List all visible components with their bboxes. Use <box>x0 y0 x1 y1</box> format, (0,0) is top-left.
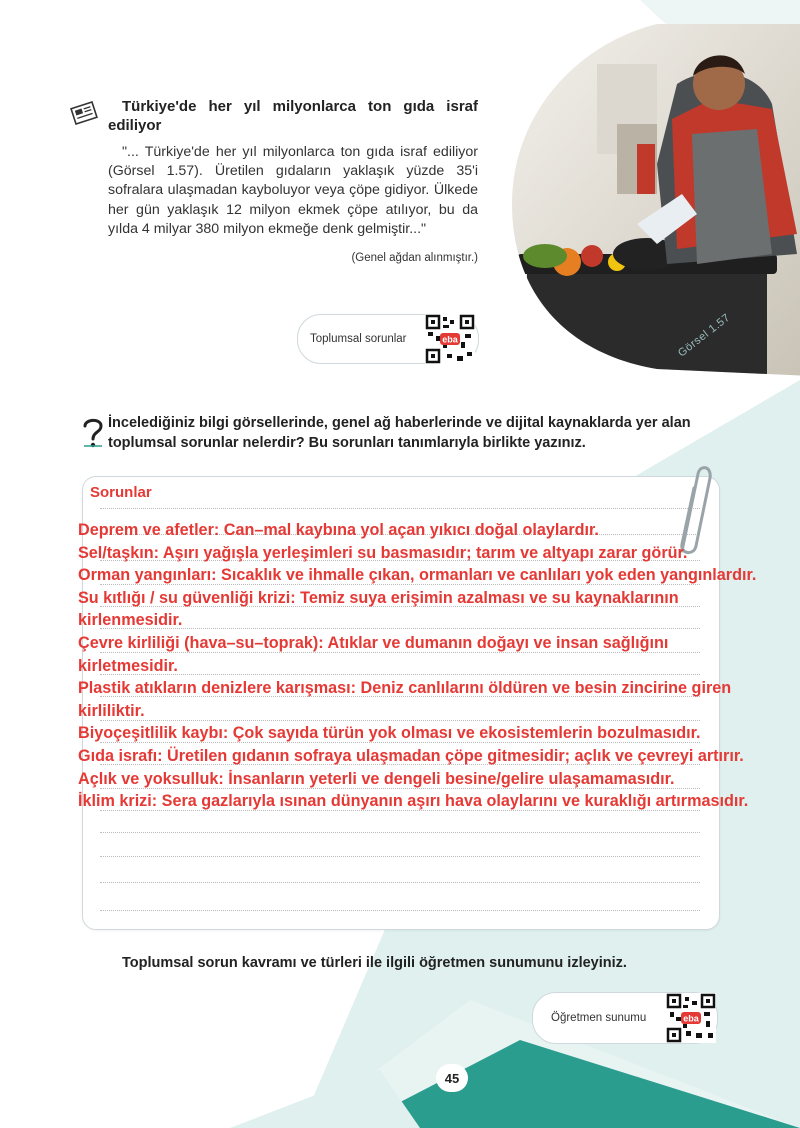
answer-item: Biyoçeşitlilik kaybı: Çok sayıda türün yok olması ve ekosistemlerin bozulmasıdır. <box>78 724 701 743</box>
food-waste-photo <box>507 24 800 376</box>
eba-badge: eba <box>683 1013 699 1024</box>
answer-item: Çevre kirliliği (hava–su–toprak): Atıklar ve dumanın doğayı ve insan sağlığını kirletmesidir. <box>78 633 669 675</box>
answer-item: Gıda israfı: Üretilen gıdanın sofraya ulaşmadan çöpe gitmesidir; açlık ve çevreyi artırır. <box>78 746 744 765</box>
news-body: "... Türkiye'de her yıl milyonlarca ton gıda israf ediliyor (Görsel 1.57). Üretilen gıdaların yaklaşık yüzde 35'i sofralara ulaşmadan kayboluyor veya çöpe gidiyor. Ülkede her gün yaklaşık 12 milyon ekmek çöpe atılıyor, bu da yılda 4 milyar 380 milyon ekmeğe denk gelmiştir..." <box>108 144 478 237</box>
answer-item: Orman yangınları: Sıcaklık ve ihmalle çıkan, ormanları ve canlıları yok eden yangınlardır. <box>78 566 757 585</box>
answer-item: İklim krizi: Sera gazlarıyla ısınan dünyanın aşırı hava olaylarını ve kuraklığı artırmasıdır. <box>78 792 749 811</box>
page-number: 45 <box>436 1064 468 1092</box>
answer-item: Plastik atıkların denizlere karışması: Deniz canlılarını öldüren ve besin zincirine giren kirliliktir. <box>78 679 732 720</box>
newspaper-icon <box>70 100 98 126</box>
answer-item: Deprem ve afetler: Can–mal kaybına yol açan yıkıcı doğal olaylardır. <box>78 521 599 539</box>
qr-code-icon[interactable] <box>666 993 716 1043</box>
qr-link-label: Toplumsal sorunlar <box>310 333 407 345</box>
answer-item: Su kıtlığı / su güvenliği krizi: Temiz suya erişimin azalması ve su kaynaklarının kirlenmesidir. <box>78 588 679 630</box>
qr-link-label: Öğretmen sunumu <box>551 1012 647 1024</box>
news-title: Türkiye'de her yıl milyonlarca ton gıda israf ediliyor <box>108 98 478 134</box>
photo-caption: Görsel 1.57 <box>676 311 733 360</box>
answer-item: Sel/taşkın: Aşırı yağışla yerleşimleri su basmasıdır; tarım ve altyapı zarar görür. <box>78 543 688 562</box>
eba-badge: eba <box>442 334 458 345</box>
qr-code-icon[interactable] <box>425 314 475 364</box>
instruction-text: Toplumsal sorun kavramı ve türleri ile ilgili öğretmen sunumunu izleyiniz. <box>122 955 627 971</box>
card-title: Sorunlar <box>90 484 152 501</box>
question-mark-icon <box>80 416 106 448</box>
answer-list <box>78 519 758 813</box>
news-source: (Genel ağdan alınmıştır.) <box>351 252 478 264</box>
question-text: İncelediğiniz bilgi görsellerinde, genel ağ haberlerinde ve dijital kaynaklarda yer alan toplumsal sorunlar nelerdir? Bu sorunları tanımlarıyla birlikte yazınız. <box>108 415 691 451</box>
answer-item: Açlık ve yoksulluk: İnsanların yeterli ve dengeli besine/gelire ulaşamamasıdır. <box>78 769 675 788</box>
